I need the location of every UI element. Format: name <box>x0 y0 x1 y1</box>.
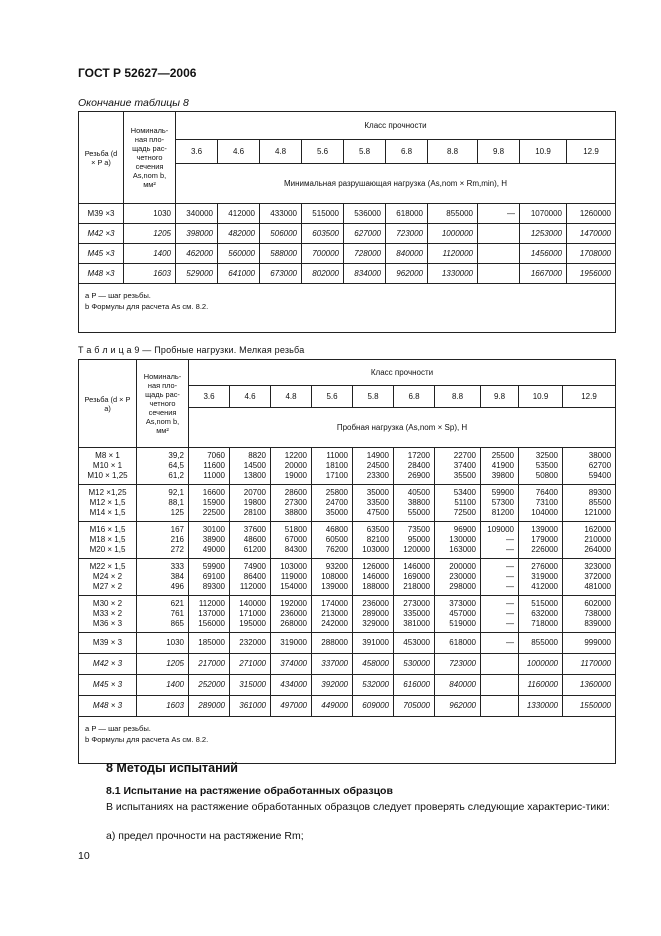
thread-cell: M42 ×3 <box>79 224 124 244</box>
thread-cell: M39 ×3 <box>79 204 124 224</box>
load-cell: 16600 15900 22500 <box>189 485 230 522</box>
class-8-8: 8.8 <box>428 140 478 164</box>
load-cell: 22700 37400 35500 <box>435 448 481 485</box>
load-cell: 200000 230000 298000 <box>435 559 481 596</box>
load-cell <box>481 675 519 696</box>
load-cell: 89300 85500 121000 <box>563 485 616 522</box>
class-4-6: 4.6 <box>230 386 271 408</box>
load-cell: 35000 33500 47500 <box>353 485 394 522</box>
load-cell: 616000 <box>394 675 435 696</box>
load-cell: 11000 18100 17100 <box>312 448 353 485</box>
section-title: 8 Методы испытаний <box>106 761 238 775</box>
load-cell: 185000 <box>189 633 230 654</box>
load-cell: 433000 <box>260 204 302 224</box>
load-cell: 449000 <box>312 696 353 717</box>
load-cell: 53400 51100 72500 <box>435 485 481 522</box>
note-b: b Формулы для расчета As см. 8.2. <box>85 735 209 744</box>
load-cell: 506000 <box>260 224 302 244</box>
load-cell: 962000 <box>386 264 428 284</box>
load-cell: 1000000 <box>428 224 478 244</box>
load-cell: 1330000 <box>519 696 563 717</box>
load-cell: 1160000 <box>519 675 563 696</box>
thread-col-header: Резьба (d × P a) <box>79 360 137 448</box>
load-cell: 7060 11600 11000 <box>189 448 230 485</box>
load-cell: 1253000 <box>520 224 567 244</box>
load-cell: 532000 <box>353 675 394 696</box>
load-cell: 855000 <box>428 204 478 224</box>
class-4-8: 4.8 <box>271 386 312 408</box>
load-cell: — <box>478 204 520 224</box>
class-8-8: 8.8 <box>435 386 481 408</box>
thread-cell: M48 ×3 <box>79 264 124 284</box>
load-cell: 20700 19800 28100 <box>230 485 271 522</box>
table-row <box>79 675 616 696</box>
load-cell: 12200 20000 19000 <box>271 448 312 485</box>
load-cell: 723000 <box>386 224 428 244</box>
class-10-9: 10.9 <box>519 386 563 408</box>
load-cell: 276000 319000 412000 <box>519 559 563 596</box>
load-cell: 232000 <box>230 633 271 654</box>
load-cell: 618000 <box>435 633 481 654</box>
load-cell: 603500 <box>302 224 344 244</box>
load-cell: 723000 <box>435 654 481 675</box>
load-cell: 217000 <box>189 654 230 675</box>
thread-cell: M39 × 3 <box>79 633 137 654</box>
thread-col-header: Резьба (d × P a) <box>79 112 124 204</box>
table9-notes <box>79 717 616 764</box>
class-6-8: 6.8 <box>394 386 435 408</box>
table-row <box>79 204 616 224</box>
load-header: Минимальная разрушающая нагрузка (As,nom × Rm,min), Н <box>176 164 616 204</box>
load-cell: 602000 738000 839000 <box>563 596 616 633</box>
area-cell: 1030 <box>124 204 176 224</box>
load-cell: 609000 <box>353 696 394 717</box>
load-cell: 391000 <box>353 633 394 654</box>
load-cell: 462000 <box>176 244 218 264</box>
area-cell: 1400 <box>124 244 176 264</box>
load-cell: 76400 73100 104000 <box>519 485 563 522</box>
table-row <box>79 264 616 284</box>
load-cell: 529000 <box>176 264 218 284</box>
area-cell: 167 216 272 <box>137 522 189 559</box>
load-cell: 25500 41900 39800 <box>481 448 519 485</box>
load-cell: 37600 48600 61200 <box>230 522 271 559</box>
class-5-8: 5.8 <box>344 140 386 164</box>
load-cell: 112000 137000 156000 <box>189 596 230 633</box>
load-cell: 1956000 <box>567 264 616 284</box>
area-cell: 1205 <box>137 654 189 675</box>
load-cell: — — — <box>481 559 519 596</box>
load-cell: 530000 <box>394 654 435 675</box>
load-cell: 103000 119000 154000 <box>271 559 312 596</box>
load-cell: 32500 53500 50800 <box>519 448 563 485</box>
area-cell: 1205 <box>124 224 176 244</box>
class-9-8: 9.8 <box>481 386 519 408</box>
load-cell: 174000 213000 242000 <box>312 596 353 633</box>
load-cell: 458000 <box>353 654 394 675</box>
load-cell: 1708000 <box>567 244 616 264</box>
load-cell: 834000 <box>344 264 386 284</box>
load-cell: 515000 632000 718000 <box>519 596 563 633</box>
class-9-8: 9.8 <box>478 140 520 164</box>
class-10-9: 10.9 <box>520 140 567 164</box>
load-cell: 641000 <box>218 264 260 284</box>
class-4-6: 4.6 <box>218 140 260 164</box>
load-cell: 319000 <box>271 633 312 654</box>
load-cell: 139000 179000 226000 <box>519 522 563 559</box>
area-col-header: Номиналь-ная пло-щадь рас-четного сечения As,nom b, мм² <box>124 112 176 204</box>
table-row <box>79 696 616 717</box>
thread-cell: M45 ×3 <box>79 244 124 264</box>
load-cell: 28600 27300 38800 <box>271 485 312 522</box>
load-cell: 126000 146000 188000 <box>353 559 394 596</box>
load-cell: 1000000 <box>519 654 563 675</box>
paragraph: В испытаниях на растяжение обработанных образцов следует проверять следующие характерис-тики: <box>106 801 610 813</box>
load-cell: 1470000 <box>567 224 616 244</box>
load-cell: 588000 <box>260 244 302 264</box>
load-cell: 59900 57300 81200 <box>481 485 519 522</box>
load-cell <box>478 264 520 284</box>
class-6-8: 6.8 <box>386 140 428 164</box>
load-cell: 1550000 <box>563 696 616 717</box>
load-cell: 1260000 <box>567 204 616 224</box>
thread-cell: M48 × 3 <box>79 696 137 717</box>
table-row <box>79 633 616 654</box>
load-cell: 17200 28400 26900 <box>394 448 435 485</box>
area-cell: 333 384 496 <box>137 559 189 596</box>
table-row <box>79 596 616 633</box>
load-cell: 361000 <box>230 696 271 717</box>
load-cell: 25800 24700 35000 <box>312 485 353 522</box>
class-header: Класс прочности <box>176 112 616 140</box>
thread-cell: M8 × 1 M10 × 1 M10 × 1,25 <box>79 448 137 485</box>
thread-cell: M30 × 2 M33 × 2 M36 × 3 <box>79 596 137 633</box>
area-cell: 1603 <box>124 264 176 284</box>
load-cell: 999000 <box>563 633 616 654</box>
table8-notes <box>79 284 616 333</box>
load-cell: — <box>481 633 519 654</box>
note-a: a P — шаг резьбы. <box>85 724 151 733</box>
class-5-6: 5.6 <box>312 386 353 408</box>
load-cell: 627000 <box>344 224 386 244</box>
table-row <box>79 448 616 485</box>
class-12-9: 12.9 <box>563 386 616 408</box>
load-cell: 700000 <box>302 244 344 264</box>
load-cell: 140000 171000 195000 <box>230 596 271 633</box>
load-cell: 855000 <box>519 633 563 654</box>
load-cell: 1456000 <box>520 244 567 264</box>
load-cell: 728000 <box>344 244 386 264</box>
load-cell: 374000 <box>271 654 312 675</box>
note-a: a P — шаг резьбы. <box>85 291 151 300</box>
load-header: Пробная нагрузка (As,nom × Sp), Н <box>189 408 616 448</box>
load-cell: 96900 130000 163000 <box>435 522 481 559</box>
load-cell: 1120000 <box>428 244 478 264</box>
load-cell: 515000 <box>302 204 344 224</box>
class-3-6: 3.6 <box>176 140 218 164</box>
table-row <box>79 654 616 675</box>
load-cell: 315000 <box>230 675 271 696</box>
load-cell: 63500 82100 103000 <box>353 522 394 559</box>
load-cell: 288000 <box>312 633 353 654</box>
table-row <box>79 522 616 559</box>
load-cell: 1667000 <box>520 264 567 284</box>
class-5-6: 5.6 <box>302 140 344 164</box>
load-cell: 497000 <box>271 696 312 717</box>
table-8 <box>78 111 616 333</box>
load-cell: 74900 86400 112000 <box>230 559 271 596</box>
load-cell: 252000 <box>189 675 230 696</box>
load-cell: 536000 <box>344 204 386 224</box>
table-9 <box>78 359 616 764</box>
load-cell: 273000 335000 381000 <box>394 596 435 633</box>
class-12-9: 12.9 <box>567 140 616 164</box>
load-cell: 289000 <box>189 696 230 717</box>
load-cell: 73500 95000 120000 <box>394 522 435 559</box>
load-cell: 1170000 <box>563 654 616 675</box>
load-cell: 192000 236000 268000 <box>271 596 312 633</box>
thread-cell: M12 ×1,25 M12 × 1,5 M14 × 1,5 <box>79 485 137 522</box>
area-cell: 92,1 88,1 125 <box>137 485 189 522</box>
load-cell: 705000 <box>394 696 435 717</box>
load-cell: 618000 <box>386 204 428 224</box>
area-col-header: Номиналь-ная пло-щадь рас-четного сечения As,nom b, мм² <box>137 360 189 448</box>
load-cell: 962000 <box>435 696 481 717</box>
load-cell: 802000 <box>302 264 344 284</box>
load-cell: 453000 <box>394 633 435 654</box>
load-cell: 1330000 <box>428 264 478 284</box>
load-cell: 162000 210000 264000 <box>563 522 616 559</box>
load-cell: 323000 372000 481000 <box>563 559 616 596</box>
load-cell: 434000 <box>271 675 312 696</box>
area-cell: 1030 <box>137 633 189 654</box>
load-cell: 14900 24500 23300 <box>353 448 394 485</box>
load-cell: 840000 <box>386 244 428 264</box>
load-cell: 412000 <box>218 204 260 224</box>
class-4-8: 4.8 <box>260 140 302 164</box>
load-cell: 340000 <box>176 204 218 224</box>
load-cell: 673000 <box>260 264 302 284</box>
load-cell: 392000 <box>312 675 353 696</box>
class-3-6: 3.6 <box>189 386 230 408</box>
load-cell: 51800 67000 84300 <box>271 522 312 559</box>
thread-cell: M42 × 3 <box>79 654 137 675</box>
load-cell: 30100 38900 49000 <box>189 522 230 559</box>
thread-cell: M22 × 1,5 M24 × 2 M27 × 2 <box>79 559 137 596</box>
area-cell: 1400 <box>137 675 189 696</box>
load-cell: 38000 62700 59400 <box>563 448 616 485</box>
table-row <box>79 559 616 596</box>
load-cell: 8820 14500 13800 <box>230 448 271 485</box>
area-cell: 1603 <box>137 696 189 717</box>
note-b: b Формулы для расчета As см. 8.2. <box>85 302 209 311</box>
table-row <box>79 244 616 264</box>
load-cell: 271000 <box>230 654 271 675</box>
class-header: Класс прочности <box>189 360 616 386</box>
load-cell: 146000 169000 218000 <box>394 559 435 596</box>
load-cell: 93200 108000 139000 <box>312 559 353 596</box>
load-cell: 398000 <box>176 224 218 244</box>
class-5-8: 5.8 <box>353 386 394 408</box>
load-cell: 560000 <box>218 244 260 264</box>
area-cell: 621 761 865 <box>137 596 189 633</box>
page-number: 10 <box>78 850 90 862</box>
load-cell: 337000 <box>312 654 353 675</box>
load-cell <box>478 224 520 244</box>
load-cell: 482000 <box>218 224 260 244</box>
document-header: ГОСТ Р 52627—2006 <box>78 66 197 80</box>
table-row <box>79 224 616 244</box>
load-cell <box>481 696 519 717</box>
area-cell: 39,2 64,5 61,2 <box>137 448 189 485</box>
load-cell: 59900 69100 89300 <box>189 559 230 596</box>
load-cell: 40500 38800 55000 <box>394 485 435 522</box>
table9-caption: Т а б л и ц а 9 — Пробные нагрузки. Мелкая резьба <box>78 345 305 355</box>
list-item-a: а) предел прочности на растяжение Rm; <box>106 830 304 842</box>
load-cell: — — — <box>481 596 519 633</box>
subsection-title: 8.1 Испытание на растяжение обработанных образцов <box>106 785 393 797</box>
load-cell: 1360000 <box>563 675 616 696</box>
load-cell: 840000 <box>435 675 481 696</box>
thread-cell: M16 × 1,5 M18 × 1,5 M20 × 1,5 <box>79 522 137 559</box>
load-cell: 109000 — — <box>481 522 519 559</box>
thread-cell: M45 × 3 <box>79 675 137 696</box>
load-cell <box>478 244 520 264</box>
load-cell: 1070000 <box>520 204 567 224</box>
load-cell: 46800 60500 76200 <box>312 522 353 559</box>
table8-caption: Окончание таблицы 8 <box>78 97 189 109</box>
load-cell <box>481 654 519 675</box>
table-row <box>79 485 616 522</box>
load-cell: 236000 289000 329000 <box>353 596 394 633</box>
load-cell: 373000 457000 519000 <box>435 596 481 633</box>
